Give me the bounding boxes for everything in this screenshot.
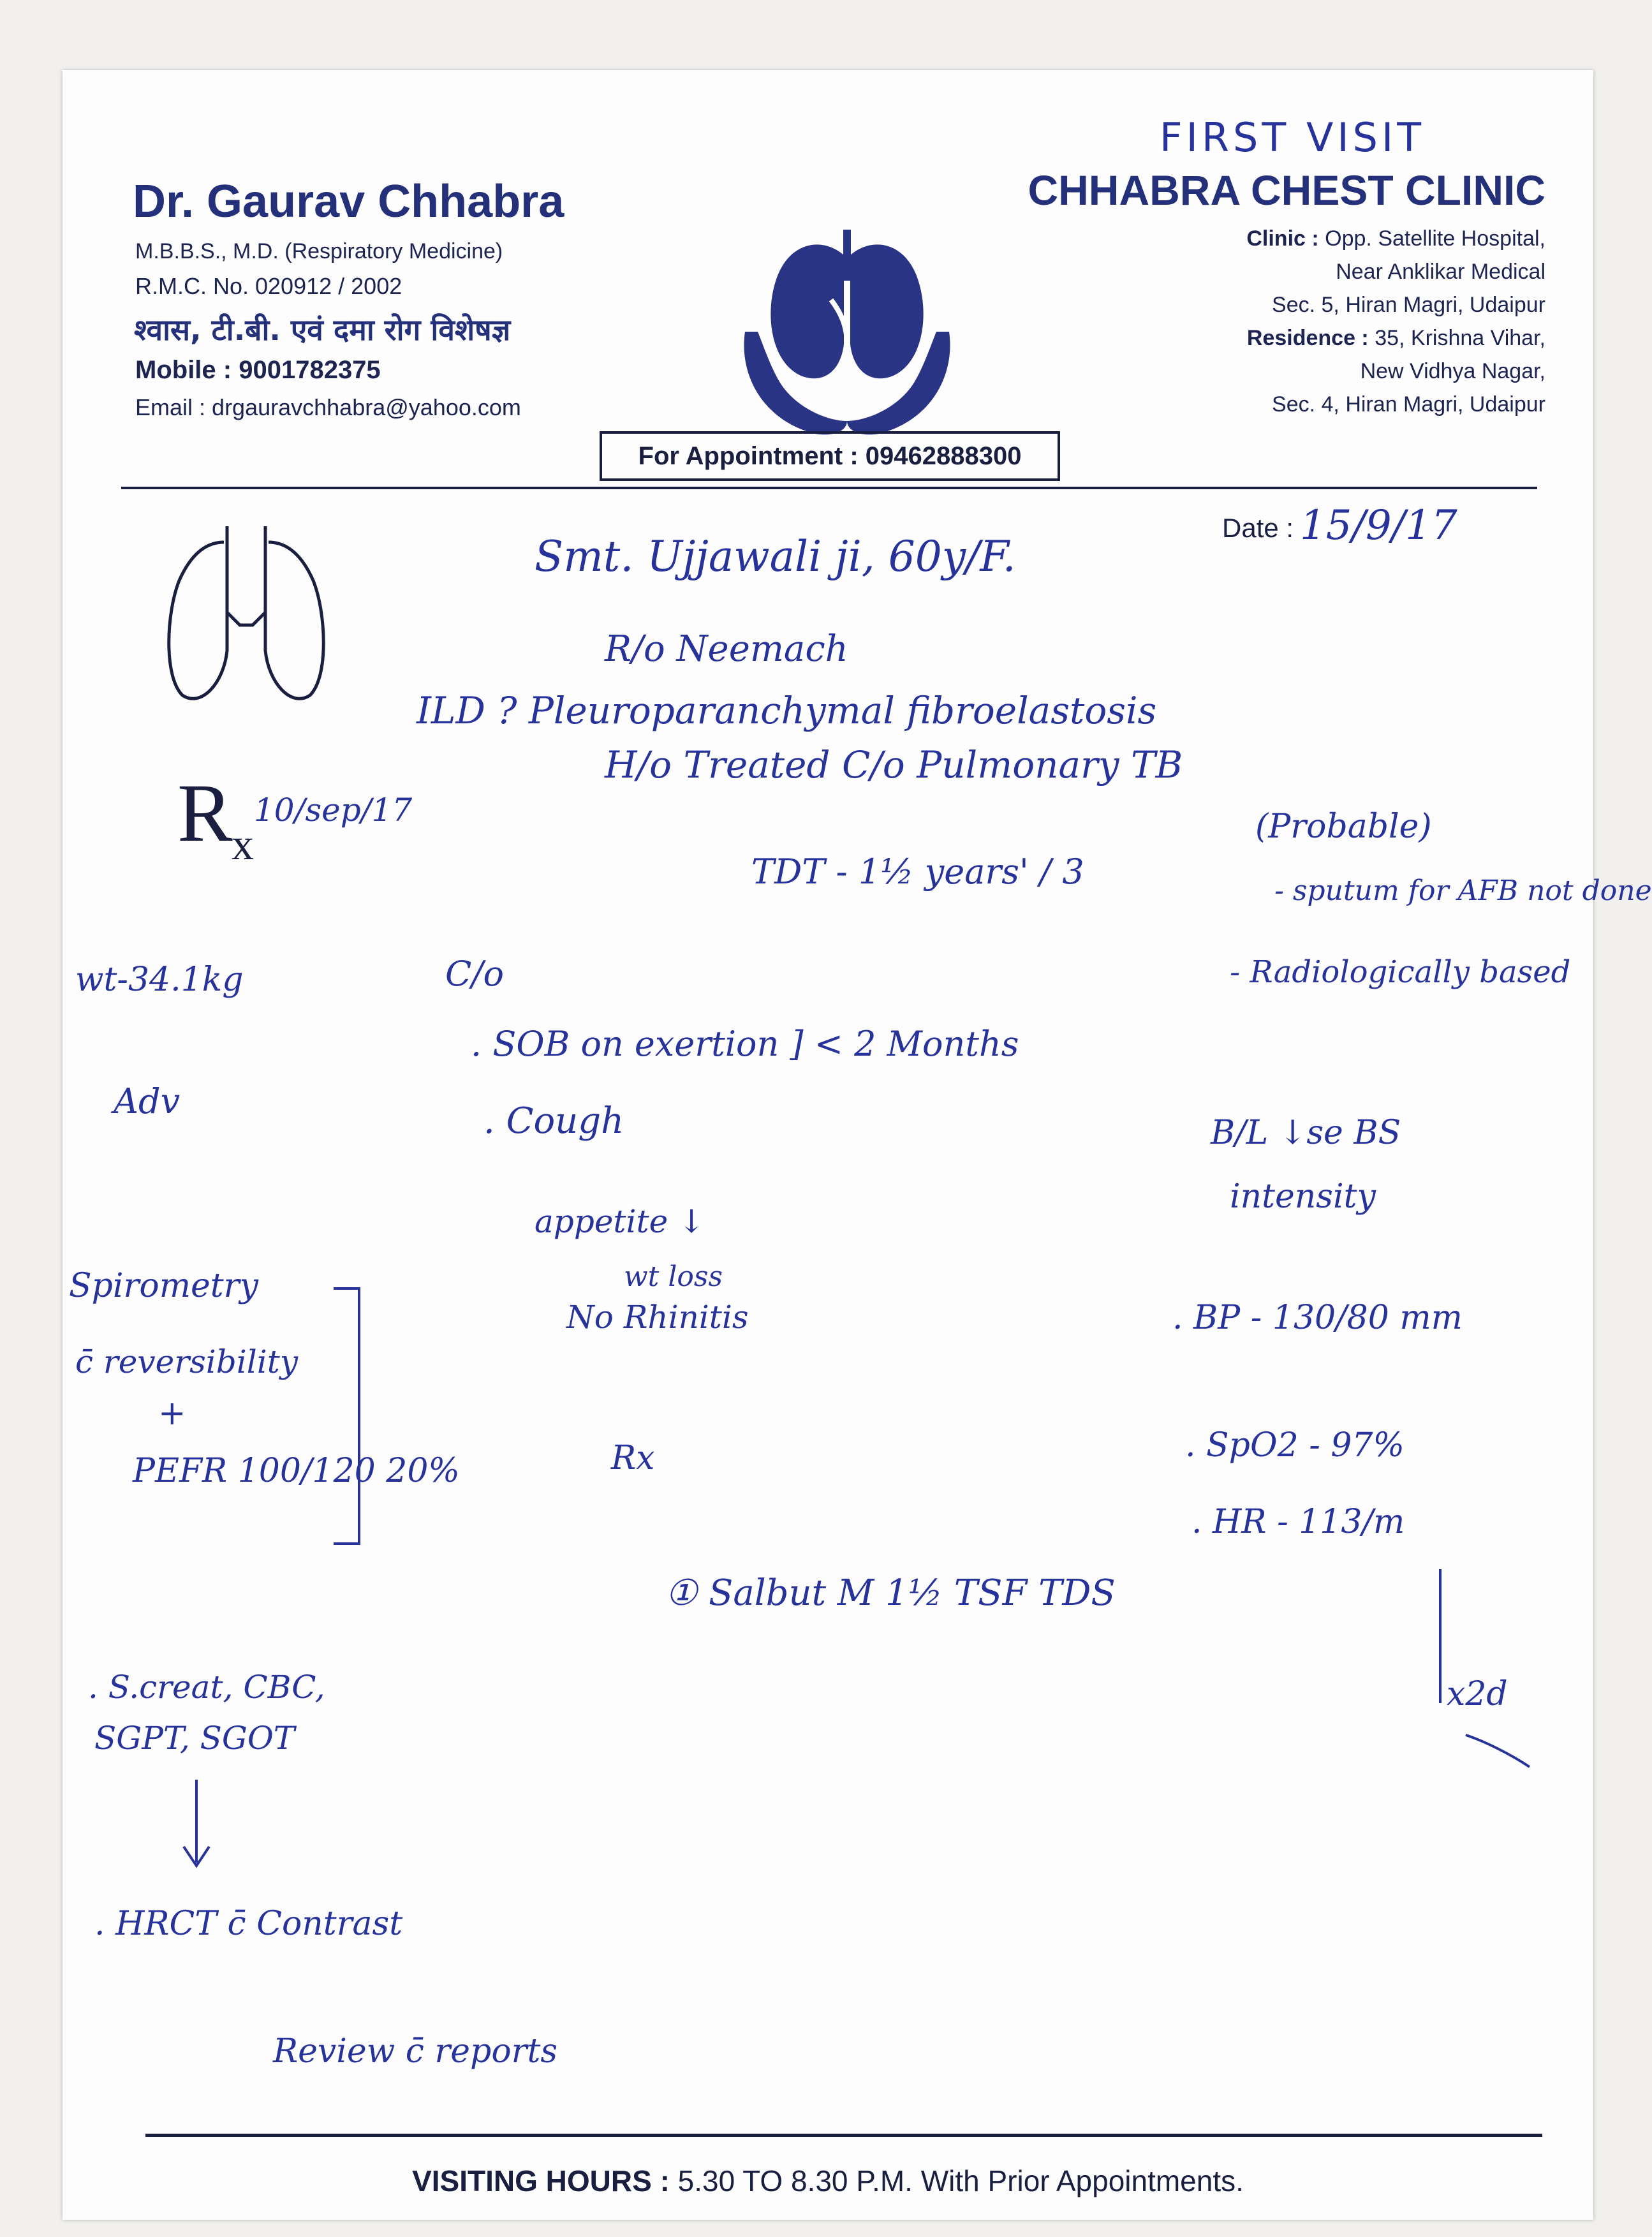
appointment-box: For Appointment : 09462888300	[600, 431, 1060, 481]
clinic-name: CHHABRA CHEST CLINIC	[1028, 166, 1545, 214]
patient-line: Smt. Ujjawali ji, 60y/F.	[535, 532, 1016, 581]
sputum-note: - sputum for AFB not done	[1274, 875, 1652, 907]
footer-divider	[145, 2134, 1542, 2137]
rx-symbol: R	[177, 767, 233, 859]
header-divider	[121, 487, 1537, 489]
doctor-mobile: Mobile : 9001782375	[135, 356, 381, 384]
complaint-sob: . SOB on exertion ] < 2 Months	[471, 1024, 1019, 1064]
prescription-sheet	[63, 70, 1652, 2220]
handwritten-date: 15/9/17	[1300, 502, 1457, 549]
residence-line: R/o Neemach	[605, 628, 848, 670]
exam-intensity: intensity	[1230, 1178, 1376, 1216]
doctor-specialty-hindi: श्वास, टी.बी. एवं दमा रोग विशेषज्ञ	[134, 313, 511, 347]
complaint-rhinitis: No Rhinitis	[566, 1299, 749, 1336]
rx-small-symbol: Rx	[611, 1439, 655, 1477]
visiting-hours: VISITING HOURS : 5.30 TO 8.30 P.M. With Prior Appointments.	[412, 2164, 1244, 2197]
exam-bs: B/L ↓se BS	[1211, 1114, 1401, 1152]
labs-arrow-icon	[171, 1773, 222, 1875]
exam-spo2: . SpO2 - 97%	[1185, 1426, 1405, 1465]
complaint-appetite: appetite ↓	[535, 1203, 705, 1240]
medication-duration: x2d	[1447, 1675, 1508, 1713]
complaint-wt-loss: wt loss	[624, 1260, 723, 1293]
date-label: Date :	[1222, 513, 1294, 543]
lungs-outline-icon	[163, 517, 329, 746]
exam-hr: . HR - 113/m	[1191, 1503, 1405, 1541]
rx-date-note: 10/sep/17	[254, 792, 413, 829]
hrct-line: . HRCT c̄ Contrast	[94, 1905, 403, 1943]
probable-note: (Probable)	[1255, 808, 1432, 846]
advice-pefr: PEFR 100/120 20%	[133, 1452, 460, 1490]
clinic-address: Clinic : Opp. Satellite Hospital, Near Anklikar Medical Sec. 5, Hiran Magri, Udaipur Residence : 35, Krishna Vihar, New Vidhya Nagar, Sec. 4, Hiran Magri, Udaipur	[1246, 226, 1545, 417]
weight-note: wt-34.1kg	[75, 961, 244, 999]
tdt-line: TDT - 1½ years' / 3	[751, 852, 1084, 892]
radiology-note: - Radiologically based	[1230, 954, 1571, 990]
labs-line-2: SGPT, SGOT	[94, 1720, 295, 1757]
doctor-email: Email : drgauravchhabra@yahoo.com	[135, 394, 521, 420]
advice-bracket	[330, 1282, 369, 1550]
advice-spirometry: Spirometry	[69, 1267, 258, 1305]
exam-bp: . BP - 130/80 mm	[1172, 1299, 1463, 1337]
first-visit-note: FIRST VISIT	[1160, 114, 1426, 161]
complaint-cough: . Cough	[483, 1100, 624, 1142]
adv-label: Adv	[114, 1081, 181, 1121]
medication-line: ① Salbut M 1½ TSF TDS	[665, 1572, 1116, 1614]
diagnosis-line: ILD ? Pleuroparanchymal fibroelastosis	[417, 689, 1157, 732]
co-label: C/o	[445, 954, 505, 994]
doctor-name: Dr. Gaurav Chhabra	[133, 176, 564, 227]
rx-subscript: x	[232, 820, 254, 869]
doctor-rmc-number: R.M.C. No. 020912 / 2002	[135, 273, 402, 299]
history-line: H/o Treated C/o Pulmonary TB	[605, 743, 1183, 786]
doctor-qualification: M.B.B.S., M.D. (Respiratory Medicine)	[135, 239, 503, 263]
labs-line-1: . S.creat, CBC,	[88, 1669, 325, 1706]
advice-reversibility: c̄ reversibility	[75, 1343, 299, 1380]
review-line: Review c̄ reports	[273, 2032, 558, 2071]
medication-bracket	[1427, 1563, 1549, 1767]
advice-plus: +	[158, 1394, 186, 1433]
